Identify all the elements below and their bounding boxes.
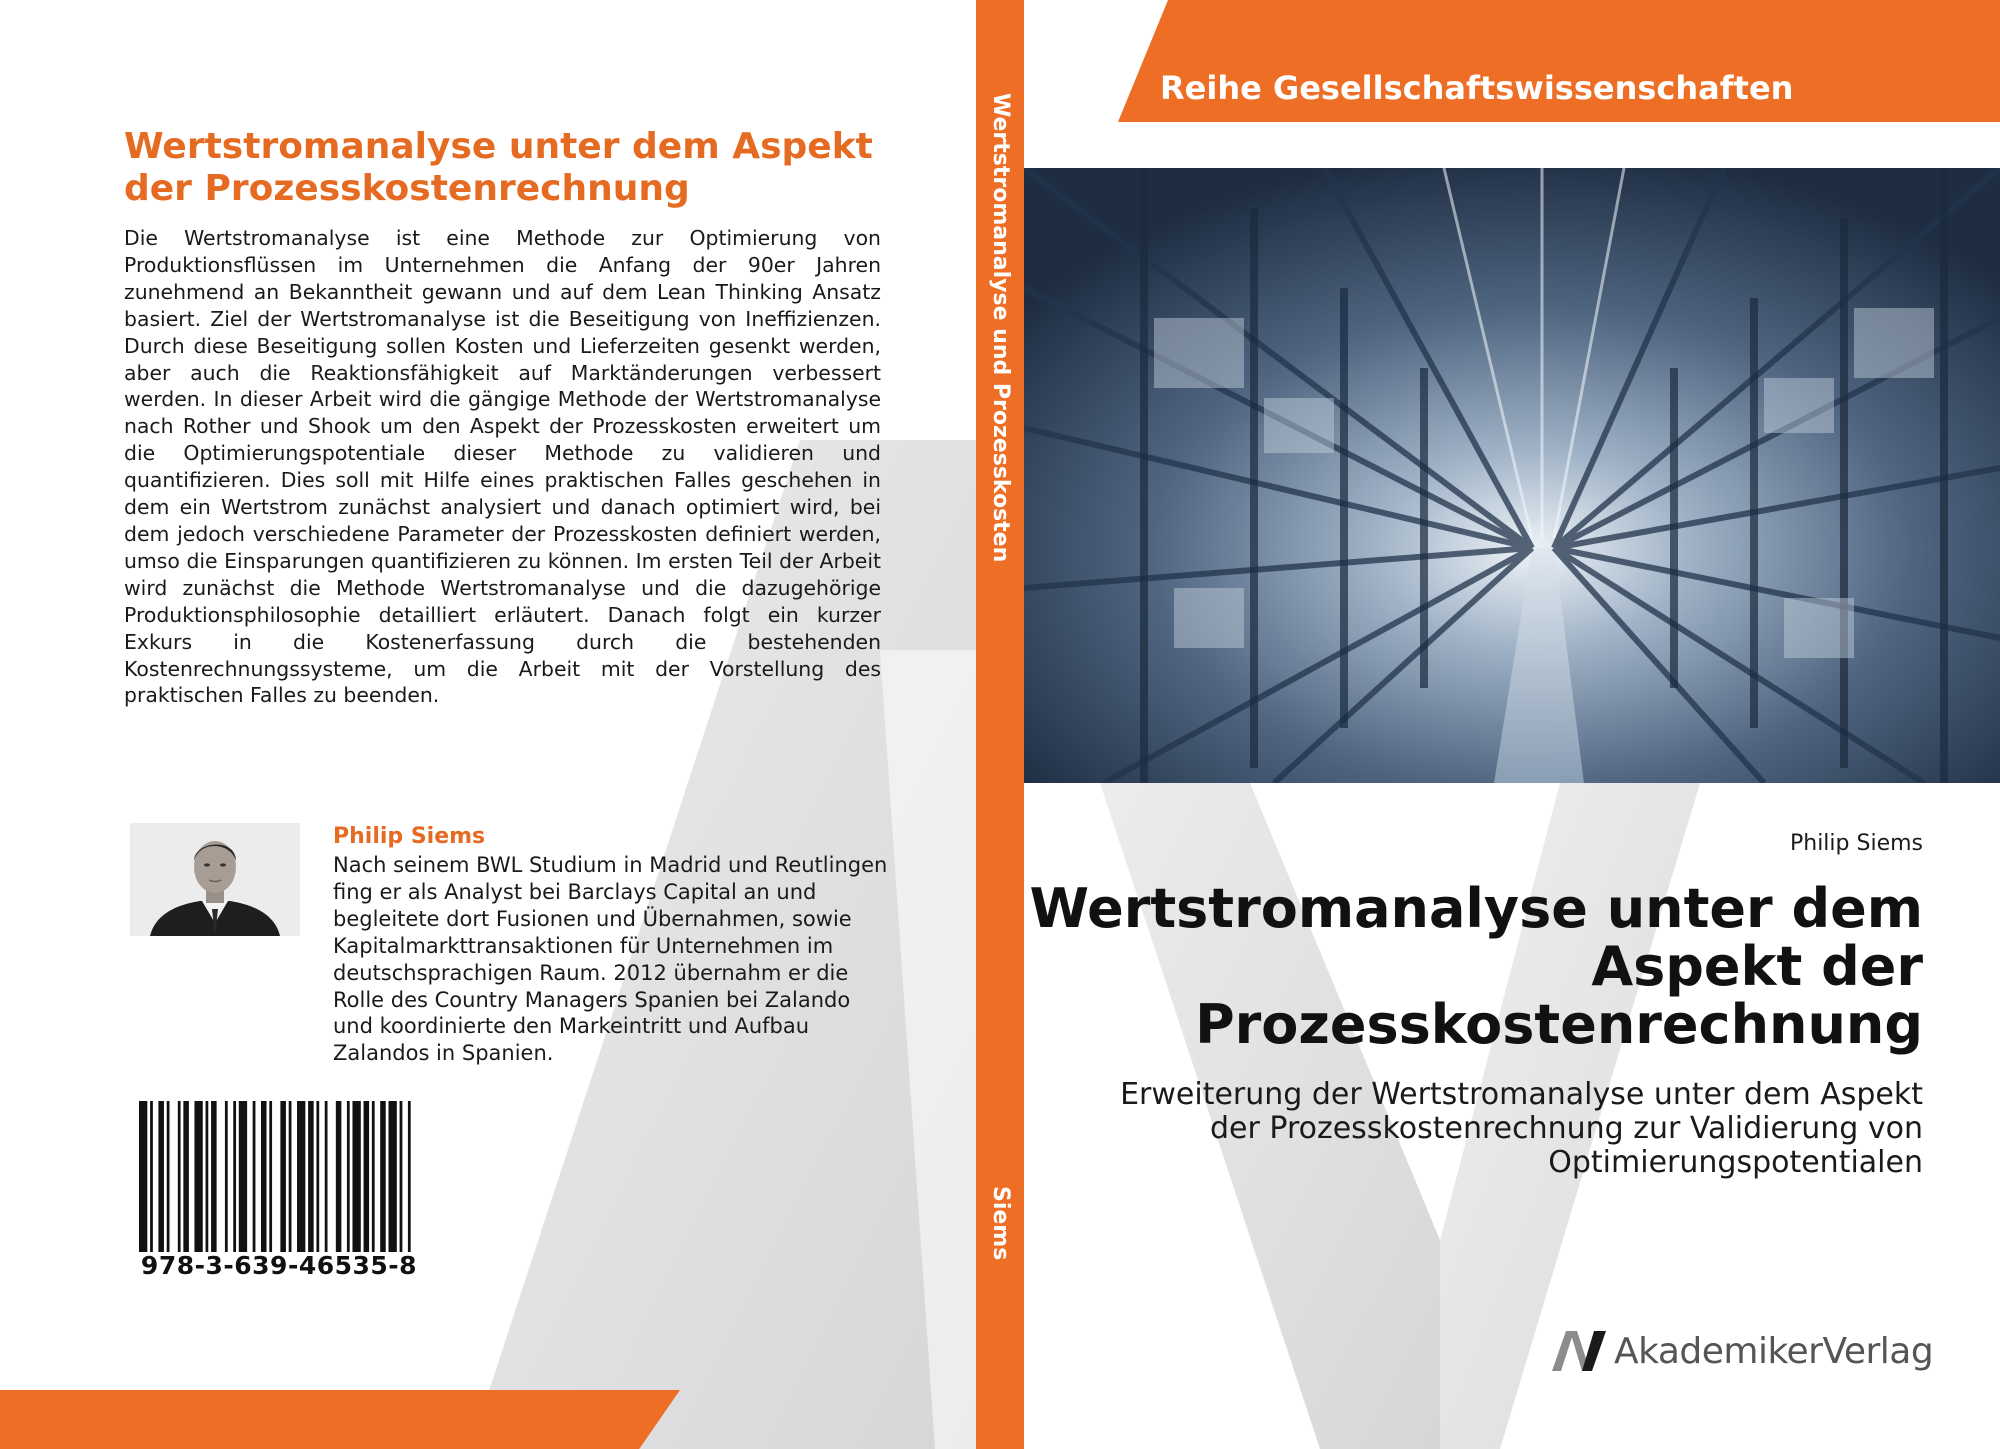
front-cover-subtitle: Erweiterung der Wertstromanalyse unter dem Aspekt der Prozesskostenrechnung zur Validierung von Optimierungspotentialen (1120, 1077, 1923, 1180)
spine-title: Wertstromanalyse und Prozesskosten (988, 93, 1013, 563)
barcode-bars (139, 1101, 419, 1252)
back-cover-orange-bar (0, 1390, 680, 1449)
publisher-name: AkademikerVerlag (1614, 1331, 1934, 1372)
back-cover-title: Wertstromanalyse unter dem Aspekt der Prozesskostenrechnung (124, 126, 873, 209)
warehouse-cover-photo (1024, 168, 2000, 783)
isbn-barcode (126, 1091, 432, 1283)
front-cover-author: Philip Siems (1789, 831, 1923, 856)
series-label: Reihe Gesellschaftswissenschaften (1160, 69, 1794, 107)
publisher-logo (1552, 1331, 1934, 1375)
front-cover-title: Wertstromanalyse unter dem Aspekt der Prozesskostenrechnung (1029, 877, 1923, 1056)
av-logo-icon (1552, 1331, 1606, 1371)
author-biography: Nach seinem BWL Studium in Madrid und Reutlingen fing er als Analyst bei Barclays Capital an und begleitete dort Fusionen und Übernahmen, sowie Kapitalmarkttransaktionen für Unternehmen im deutschsprachigen Raum. 2012 übernahm er die Rolle des Country Managers Spanien bei Zalando und koordinierte den Markeintritt und Aufbau Zalandos in Spanien. (333, 853, 888, 1066)
back-cover-blurb: Die Wertstromanalyse ist eine Methode zur Optimierung von Produktionsflüssen im Unternehmen die Anfang der 90er Jahren zunehmend an Bekanntheit gewann und auf dem Lean Thinking Ansatz basiert. Ziel der Wertstromanalyse ist die Beseitigung von Ineffizienzen. Durch diese Beseitigung sollen Kosten und Lieferzeiten gesenkt werden, aber auch die Reaktionsfähigkeit auf Marktänderungen verbessert werden. In dieser Arbeit wird die gängige Methode der Wertstromanalyse nach Rother und Shook um den Aspekt der Prozesskosten erweitert um die Optimierungspotentiale dieser Methode zu validieren und quantifizieren. Dies soll mit Hilfe eines praktischen Falles geschehen in dem ein Wertstrom zunächst analysiert und danach optimiert wird, bei dem jedoch verschiedene Parameter der Prozesskosten definiert werden, umso die Einsparungen quantifizieren zu können. Im ersten Teil der Arbeit wird zunächst die Methode Wertstromanalyse und die dazugehörige Produktionsphilosophie detailliert erläutert. Danach folgt ein kurzer Exkurs in die Kostenerfassung durch die bestehenden Kostenrechnungssysteme, um die Arbeit mit der Vorstellung des praktischen Falles zu beenden. (124, 226, 881, 708)
spine-author: Siems (988, 1186, 1013, 1261)
isbn-number: 978-3-639-46535-8 (140, 1251, 418, 1280)
author-photo (130, 823, 300, 936)
author-name-heading: Philip Siems (333, 824, 486, 849)
